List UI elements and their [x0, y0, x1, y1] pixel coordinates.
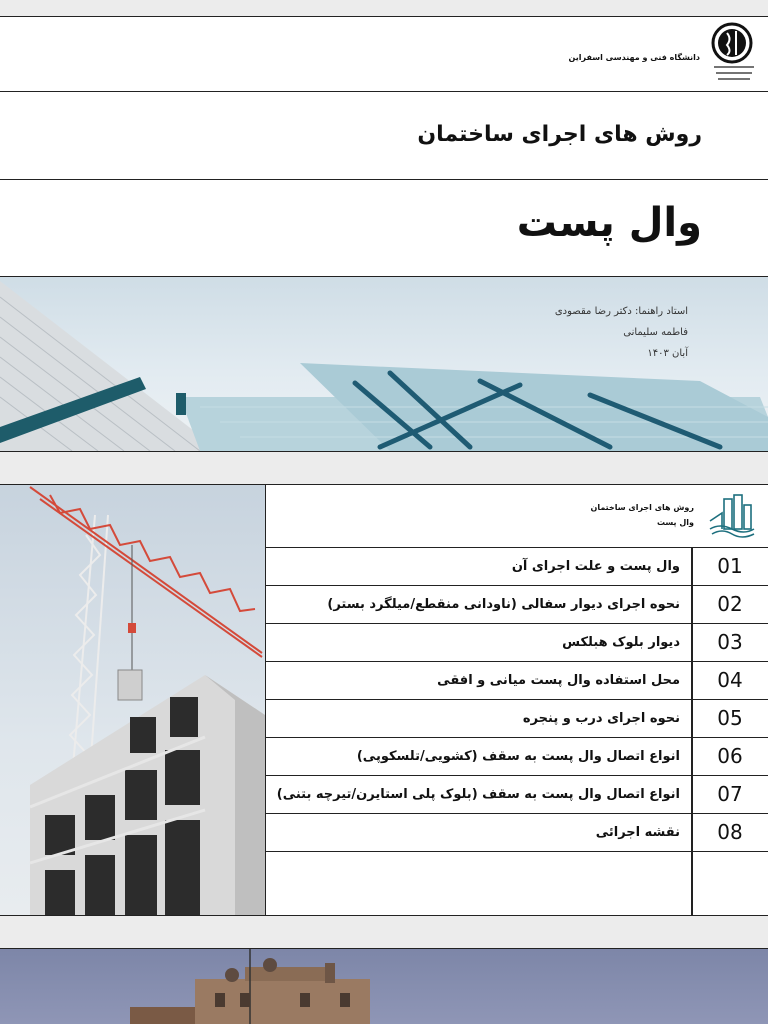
toc-label: نحوه اجرای درب و پنجره — [522, 711, 680, 726]
cover-building-photo — [0, 277, 768, 451]
toc-label: محل استفاده وال پست میانی و افقی — [437, 673, 680, 688]
toc-label: نحوه اجرای دیوار سفالی (ناودانی منقطع/میلگرد بستر) — [327, 597, 680, 612]
building-logo-icon — [708, 493, 756, 539]
crane-construction-photo — [0, 485, 266, 915]
cover-slide — [0, 16, 768, 452]
cover-header — [0, 17, 768, 92]
subject-title: روش های اجرای ساختمان — [417, 122, 702, 147]
toc-label: وال پست و علت اجرای آن — [511, 559, 680, 574]
subject-row — [0, 92, 768, 180]
toc-label: انواع اتصال وال پست به سقف (بلوک پلی استایرن/تیرچه بتنی) — [276, 787, 680, 802]
title-row — [0, 180, 768, 277]
contents-subject: روش های اجرای ساختمان — [590, 503, 694, 512]
toc-number: 02 — [717, 592, 743, 616]
main-title: وال پست — [516, 200, 702, 246]
toc-label: انواع اتصال وال پست به سقف (کشویی/تلسکوپی) — [356, 749, 680, 764]
date-line: آبان ۱۴۰۳ — [647, 348, 688, 359]
contents-topic: وال پست — [656, 518, 694, 527]
next-slide-photo — [0, 948, 768, 1024]
university-logo-icon — [710, 21, 758, 87]
toc-number: 04 — [717, 668, 743, 692]
toc-number: 05 — [717, 706, 743, 730]
toc-label: نقشه اجرائی — [595, 825, 680, 840]
toc-number: 03 — [717, 630, 743, 654]
credits-block — [555, 301, 688, 364]
toc-number: 08 — [717, 820, 743, 844]
toc-label: دیوار بلوک هبلکس — [562, 635, 680, 650]
toc-number: 07 — [717, 782, 743, 806]
toc-number: 06 — [717, 744, 743, 768]
contents-slide — [0, 484, 768, 916]
author-line: فاطمه سلیمانی — [623, 327, 688, 338]
toc-number: 01 — [717, 554, 743, 578]
toc-column-divider — [691, 548, 693, 915]
university-name: دانشگاه فنی و مهندسی اسفراین — [568, 53, 700, 62]
advisor-line: استاد راهنما: دکتر رضا مقصودی — [554, 306, 688, 317]
contents-header — [266, 485, 768, 548]
